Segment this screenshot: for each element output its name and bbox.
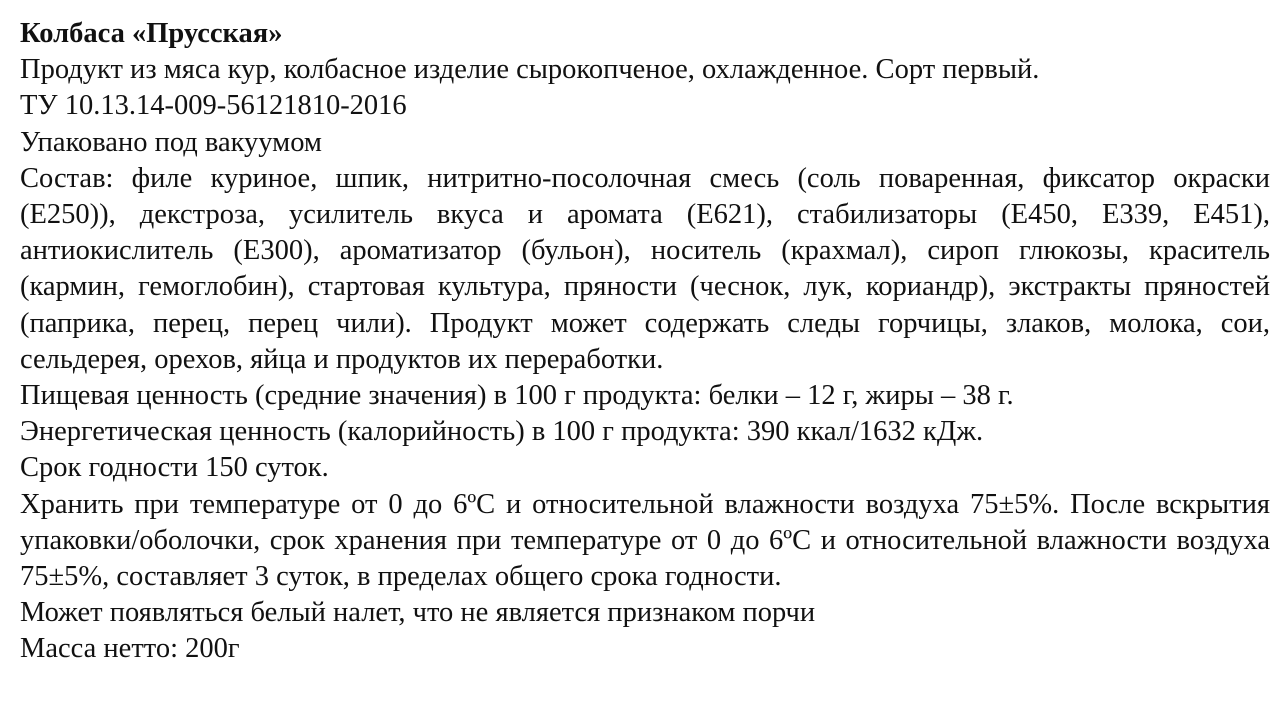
net-weight: Масса нетто: 200г [20, 633, 240, 665]
energy-value: Энергетическая ценность (калорийность) в 100 г продукта: 390 ккал/1632 кДж. [20, 416, 984, 448]
nutrition-values: Пищевая ценность (средние значения) в 100 г продукта: белки – 12 г, жиры – 38 г. [20, 380, 1014, 412]
packaging-info: Упаковано под вакуумом [20, 126, 322, 158]
composition-text: Состав: филе куриное, шпик, нитритно-посолочная смесь (соль поваренная, фиксатор окраски (Е250)), декстроза, усилитель вкуса и аромата (Е621), стабилизаторы (Е450, Е339, Е451), антиокислитель (Е300), ароматизатор (бульон), носитель (крахмал), сироп глюкозы, краситель (кармин, гемоглобин), стартовая культура, пряности (чеснок, лук, кориандр), экстракты пряностей (паприка, перец, перец чили). Продукт может содержать следы горчицы, злаков, молока, сои, сельдерея, орехов, яйца и продуктов их переработки. [20, 162, 1270, 375]
product-description: Продукт из мяса кур, колбасное изделие сырокопченое, охлажденное. Сорт первый. [20, 54, 1040, 86]
product-label [20, 16, 1270, 668]
white-coating-note: Может появляться белый налет, что не является признаком порчи [20, 597, 816, 629]
product-title: Колбаса «Прусская» [20, 18, 283, 49]
shelf-life: Срок годности 150 суток. [20, 452, 329, 484]
technical-standard: ТУ 10.13.14-009-56121810-2016 [20, 90, 407, 122]
storage-conditions: Хранить при температуре от 0 до 6ºС и относительной влажности воздуха 75±5%. После вскрытия упаковки/оболочки, срок хранения при температуре от 0 до 6ºС и относительной влажности воздуха 75±5%, составляет 3 суток, в пределах общего срока годности. [20, 488, 1270, 593]
